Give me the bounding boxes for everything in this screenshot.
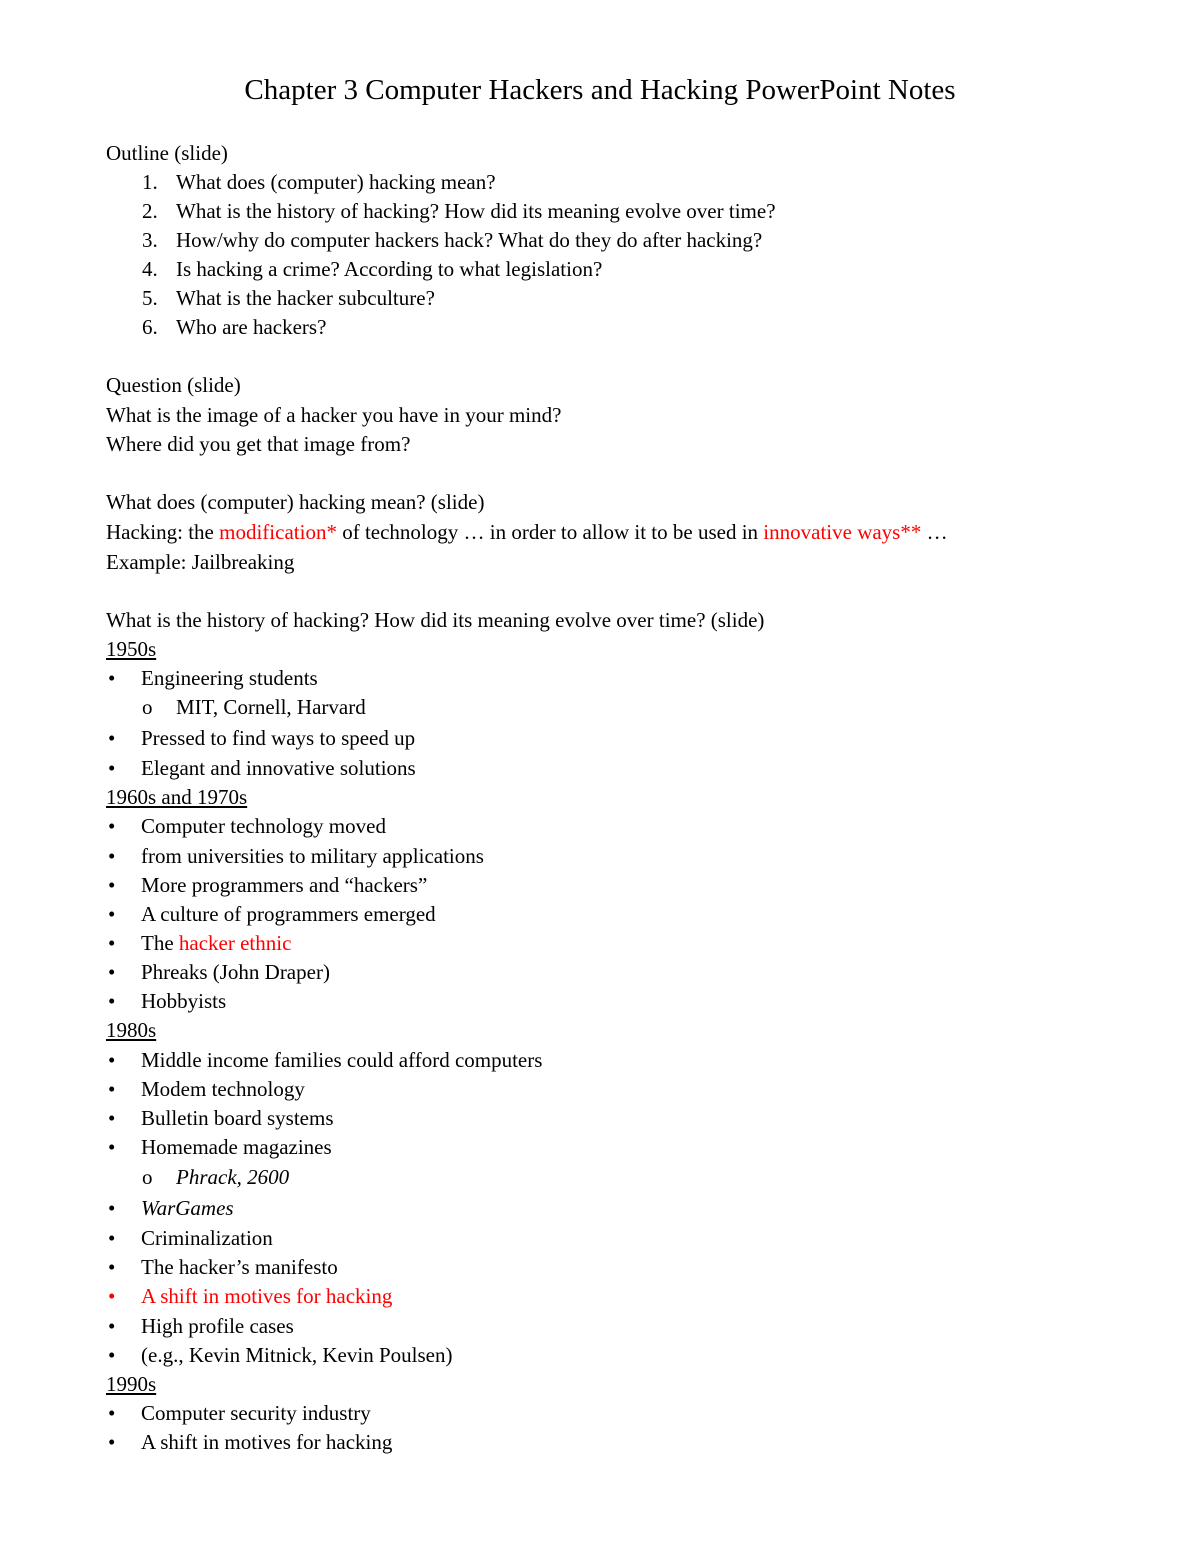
list-item: Homemade magazines bbox=[141, 1135, 332, 1159]
outline-number: 6. bbox=[142, 315, 158, 339]
bullet-icon: • bbox=[108, 1048, 116, 1072]
outline-item: What is the history of hacking? How did its meaning evolve over time? bbox=[176, 199, 776, 223]
list-item: Pressed to find ways to speed up bbox=[141, 726, 416, 750]
outline-number: 2. bbox=[142, 199, 158, 223]
list-item: Modem technology bbox=[141, 1077, 305, 1101]
hacking-definition bbox=[106, 518, 948, 547]
list-item: from universities to military applications bbox=[141, 844, 484, 868]
bullet-icon: • bbox=[108, 1196, 116, 1220]
bullet-icon: • bbox=[108, 756, 116, 780]
list-item: Computer technology moved bbox=[141, 814, 386, 838]
list-item-highlight: A shift in motives for hacking bbox=[141, 1284, 393, 1308]
question-line: Where did you get that image from? bbox=[106, 432, 411, 456]
definition-highlight: innovative ways** bbox=[763, 520, 922, 544]
bullet-icon: • bbox=[108, 1077, 116, 1101]
decade-heading: 1990s bbox=[106, 1372, 157, 1396]
sub-bullet-icon: o bbox=[142, 695, 153, 719]
decade-heading: 1980s bbox=[106, 1018, 157, 1042]
bullet-icon: • bbox=[108, 1343, 116, 1367]
meaning-heading: What does (computer) hacking mean? (slide) bbox=[106, 490, 485, 514]
definition-text: of technology … in order to allow it to be used in bbox=[336, 520, 764, 544]
bullet-icon: • bbox=[108, 1106, 116, 1130]
bullet-icon: • bbox=[108, 1430, 116, 1454]
list-item: High profile cases bbox=[141, 1314, 294, 1338]
bullet-icon: • bbox=[108, 666, 116, 690]
bullet-icon: • bbox=[108, 1255, 116, 1279]
list-item: Hobbyists bbox=[141, 989, 227, 1013]
list-item: A shift in motives for hacking bbox=[141, 1430, 393, 1454]
outline-item: How/why do computer hackers hack? What do they do after hacking? bbox=[176, 228, 763, 252]
bullet-icon: • bbox=[108, 814, 116, 838]
question-line: What is the image of a hacker you have in your mind? bbox=[106, 403, 562, 427]
bullet-icon: • bbox=[108, 931, 116, 955]
magazine-title: Phrack bbox=[176, 1165, 237, 1189]
list-item: Phreaks (John Draper) bbox=[141, 960, 330, 984]
bullet-icon: • bbox=[108, 1226, 116, 1250]
outline-number: 1. bbox=[142, 170, 158, 194]
bullet-icon: • bbox=[108, 1135, 116, 1159]
outline-heading: Outline (slide) bbox=[106, 141, 228, 165]
list-item: Computer security industry bbox=[141, 1401, 371, 1425]
definition-text: … bbox=[921, 520, 948, 544]
list-item: Criminalization bbox=[141, 1226, 273, 1250]
list-item: Middle income families could afford computers bbox=[141, 1048, 543, 1072]
history-heading: What is the history of hacking? How did its meaning evolve over time? (slide) bbox=[106, 608, 765, 632]
outline-item: What does (computer) hacking mean? bbox=[176, 170, 496, 194]
outline-number: 4. bbox=[142, 257, 158, 281]
outline-item: Is hacking a crime? According to what legislation? bbox=[176, 257, 603, 281]
magazine-title: , 2600 bbox=[236, 1165, 290, 1189]
bullet-icon: • bbox=[108, 1401, 116, 1425]
list-item: Engineering students bbox=[141, 666, 318, 690]
list-item bbox=[141, 929, 291, 958]
list-item: More programmers and “hackers” bbox=[141, 873, 428, 897]
sub-list-item: MIT, Cornell, Harvard bbox=[176, 695, 366, 719]
list-item: WarGames bbox=[141, 1196, 234, 1220]
outline-item: Who are hackers? bbox=[176, 315, 327, 339]
bullet-icon: • bbox=[108, 844, 116, 868]
list-item: The hacker’s manifesto bbox=[141, 1255, 338, 1279]
list-item-highlight: hacker ethnic bbox=[178, 931, 292, 955]
list-item: Bulletin board systems bbox=[141, 1106, 334, 1130]
bullet-icon: • bbox=[108, 726, 116, 750]
bullet-icon: • bbox=[108, 960, 116, 984]
page-title: Chapter 3 Computer Hackers and Hacking PowerPoint Notes bbox=[244, 74, 956, 106]
definition-highlight: modification* bbox=[219, 520, 337, 544]
list-item: (e.g., Kevin Mitnick, Kevin Poulsen) bbox=[141, 1343, 453, 1367]
outline-number: 3. bbox=[142, 228, 158, 252]
example-line: Example: Jailbreaking bbox=[106, 550, 295, 574]
definition-text: Hacking: the bbox=[106, 520, 220, 544]
question-heading: Question (slide) bbox=[106, 373, 241, 397]
list-item-text: The bbox=[141, 931, 179, 955]
decade-heading: 1950s bbox=[106, 637, 157, 661]
decade-heading: 1960s and 1970s bbox=[106, 785, 248, 809]
bullet-icon: • bbox=[108, 902, 116, 926]
bullet-icon: • bbox=[108, 1314, 116, 1338]
list-item: Elegant and innovative solutions bbox=[141, 756, 416, 780]
list-item: A culture of programmers emerged bbox=[141, 902, 436, 926]
bullet-icon: • bbox=[108, 1284, 116, 1308]
outline-item: What is the hacker subculture? bbox=[176, 286, 435, 310]
sub-bullet-icon: o bbox=[142, 1165, 153, 1189]
bullet-icon: • bbox=[108, 873, 116, 897]
outline-number: 5. bbox=[142, 286, 158, 310]
bullet-icon: • bbox=[108, 989, 116, 1013]
sub-list-item bbox=[176, 1163, 289, 1192]
